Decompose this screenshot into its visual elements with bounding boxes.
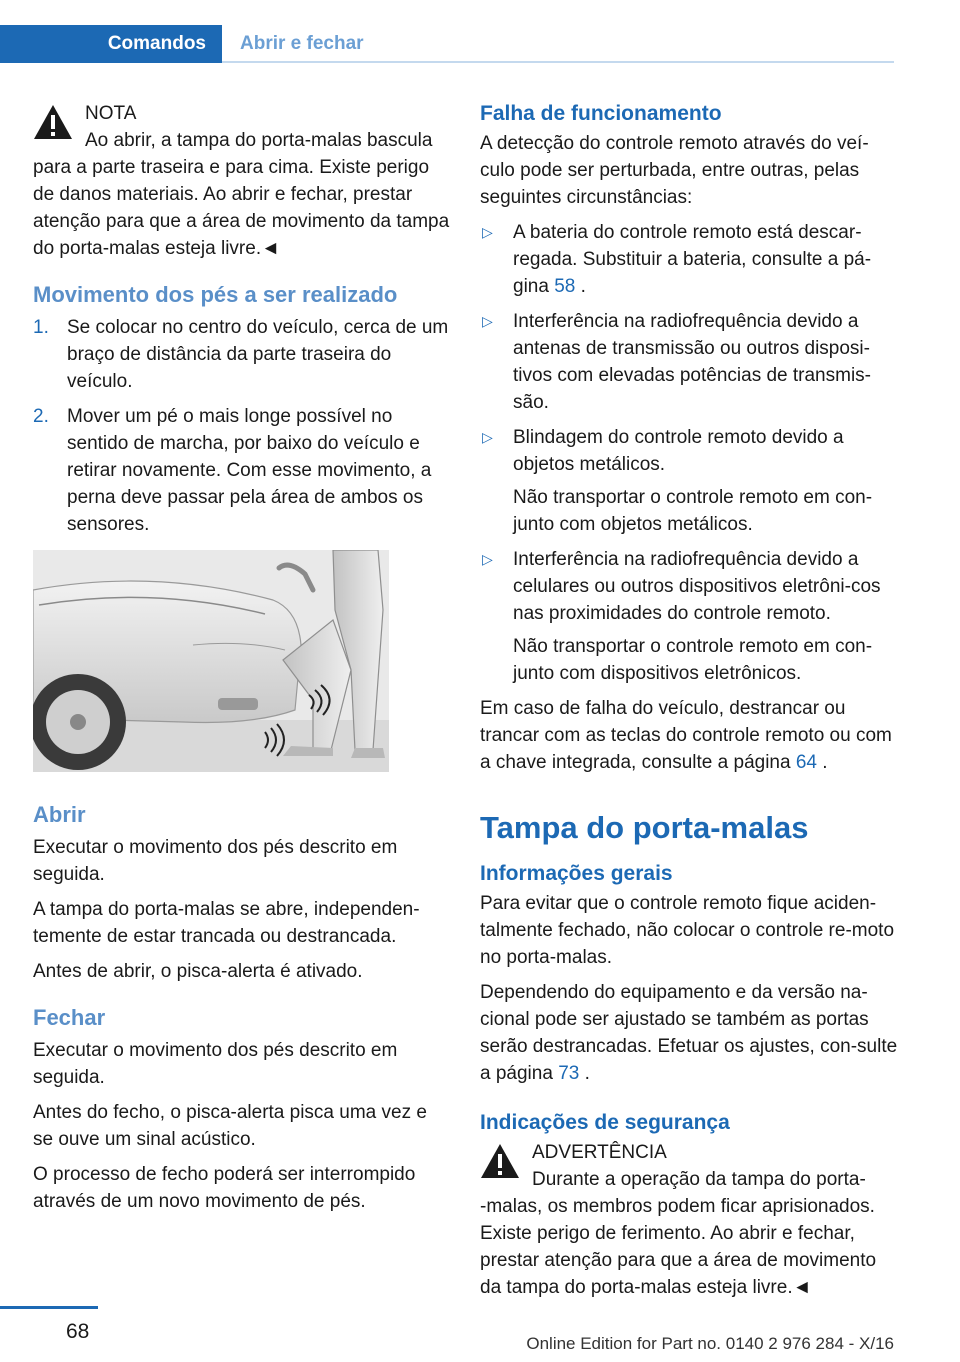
page-number: 68 <box>66 1320 90 1343</box>
bullet-text: Interferência na radiofrequência devido a antenas de transmissão ou outros disposi-tivos com elevadas potências de transmis-são. <box>513 311 871 413</box>
failure-list <box>480 219 898 687</box>
close-paragraph: Executar o movimento dos pés descrito em seguida. <box>33 1040 398 1088</box>
note-block <box>33 100 451 262</box>
bullet-after: . <box>575 276 586 297</box>
left-column <box>33 100 451 1223</box>
foot-movement-illustration <box>33 550 389 772</box>
failure-outro-text: Em caso de falha do veículo, destrancar ou trancar com as teclas do controle remoto ou com a chave integrada, consulte a página <box>480 698 892 773</box>
step-text: Se colocar no centro do veículo, cerca de um braço de distância da parte traseira do veículo. <box>67 317 449 392</box>
step-text: Mover um pé o mais longe possível no sentido de marcha, por baixo do veículo e retirar novamente. Com esse movimento, a perna deve passar pela área de ambos os sensores. <box>67 406 432 535</box>
right-column <box>480 100 898 1319</box>
note-first-line: Ao abrir, a tampa do porta-malas bascula <box>85 130 433 151</box>
info-heading: Informações gerais <box>480 862 673 885</box>
list-item <box>33 403 451 538</box>
info-paragraph <box>480 979 898 1087</box>
failure-outro <box>480 695 898 776</box>
triangle-bullet-icon: ▷ <box>482 313 493 329</box>
open-paragraph: A tampa do porta-malas se abre, independen-temente de estar trancada ou destrancada. <box>33 899 420 947</box>
bullet-sub-text: Não transportar o controle remoto em con-junto com objetos metálicos. <box>513 487 873 535</box>
open-heading: Abrir <box>33 802 86 827</box>
triangle-bullet-icon: ▷ <box>482 224 493 240</box>
bullet-text: A bateria do controle remoto está descar-regada. Substituir a bateria, consulte a pá-gina <box>513 222 872 297</box>
failure-outro-after: . <box>816 752 828 773</box>
failure-intro: A detecção do controle remoto através do veí-culo pode ser perturbada, entre outras, pelas seguintes circunstâncias: <box>480 133 869 208</box>
header-tabs <box>0 25 364 63</box>
warning-block <box>480 1139 898 1301</box>
triangle-bullet-icon: ▷ <box>482 429 493 445</box>
movement-heading: Movimento dos pés a ser realizado <box>33 282 398 307</box>
page-number-bar <box>0 1306 98 1309</box>
tab-abrir-e-fechar[interactable]: Abrir e fechar <box>240 33 364 54</box>
tab-comandos[interactable]: Comandos <box>0 25 222 63</box>
safety-heading: Indicações de segurança <box>480 1111 730 1134</box>
warning-icon <box>480 1143 520 1179</box>
note-title: NOTA <box>85 103 137 124</box>
page-link[interactable]: 64 <box>795 752 817 773</box>
info-paragraph: Para evitar que o controle remoto fique aciden-talmente fechado, não colocar o controle re-moto no porta-malas. <box>480 893 895 968</box>
list-item <box>33 314 451 395</box>
close-paragraph: O processo de fecho poderá ser interrompido através de um novo movimento de pés. <box>33 1164 416 1212</box>
info-paragraph-text: Dependendo do equipamento e da versão na-cional pode ser ajustado se também as portas serão destrancadas. Efetuar os ajustes, con-sulte a página <box>480 982 898 1084</box>
triangle-bullet-icon: ▷ <box>482 551 493 567</box>
list-item <box>480 546 898 687</box>
bullet-text: Interferência na radiofrequência devido a celulares ou outros dispositivos eletrôni-cos nas proximidades do controle remoto. <box>513 549 881 624</box>
bullet-sub-text: Não transportar o controle remoto em con-junto com dispositivos eletrônicos. <box>513 636 873 684</box>
warning-text: -malas, os membros podem ficar aprisionados. Existe perigo de ferimento. Ao abrir e fechar, prestar atenção para que a área de movimento da tampa do porta-malas esteja livre.◄ <box>480 1196 877 1298</box>
step-number: 1. <box>33 317 49 338</box>
trunk-heading: Tampa do porta-malas <box>480 810 809 845</box>
warning-title: ADVERTÊNCIA <box>532 1142 667 1163</box>
list-item <box>480 308 898 416</box>
edition-footer: Online Edition for Part no. 0140 2 976 284 - X/16 <box>526 1334 894 1353</box>
open-paragraph: Antes de abrir, o pisca-alerta é ativado. <box>33 961 363 982</box>
page-link[interactable]: 58 <box>554 276 576 297</box>
bullet-text: Blindagem do controle remoto devido a objetos metálicos. <box>513 427 844 475</box>
close-paragraph: Antes do fecho, o pisca-alerta pisca uma vez e se ouve um sinal acústico. <box>33 1102 427 1150</box>
close-heading: Fechar <box>33 1005 106 1030</box>
warning-first-line: Durante a operação da tampa do porta- <box>532 1169 866 1190</box>
note-text: para a parte traseira e para cima. Existe perigo de danos materiais. Ao abrir e fechar, prestar atenção para que a área de movimento da tampa do porta-malas esteja livre.◄ <box>33 157 450 259</box>
step-number: 2. <box>33 406 49 427</box>
page-link[interactable]: 73 <box>558 1063 580 1084</box>
movement-steps <box>33 314 451 538</box>
info-paragraph-after: . <box>579 1063 590 1084</box>
header-divider <box>222 61 894 63</box>
failure-heading: Falha de funcionamento <box>480 102 722 125</box>
warning-icon <box>33 104 73 140</box>
list-item <box>480 424 898 538</box>
list-item <box>480 219 898 300</box>
open-paragraph: Executar o movimento dos pés descrito em seguida. <box>33 837 398 885</box>
